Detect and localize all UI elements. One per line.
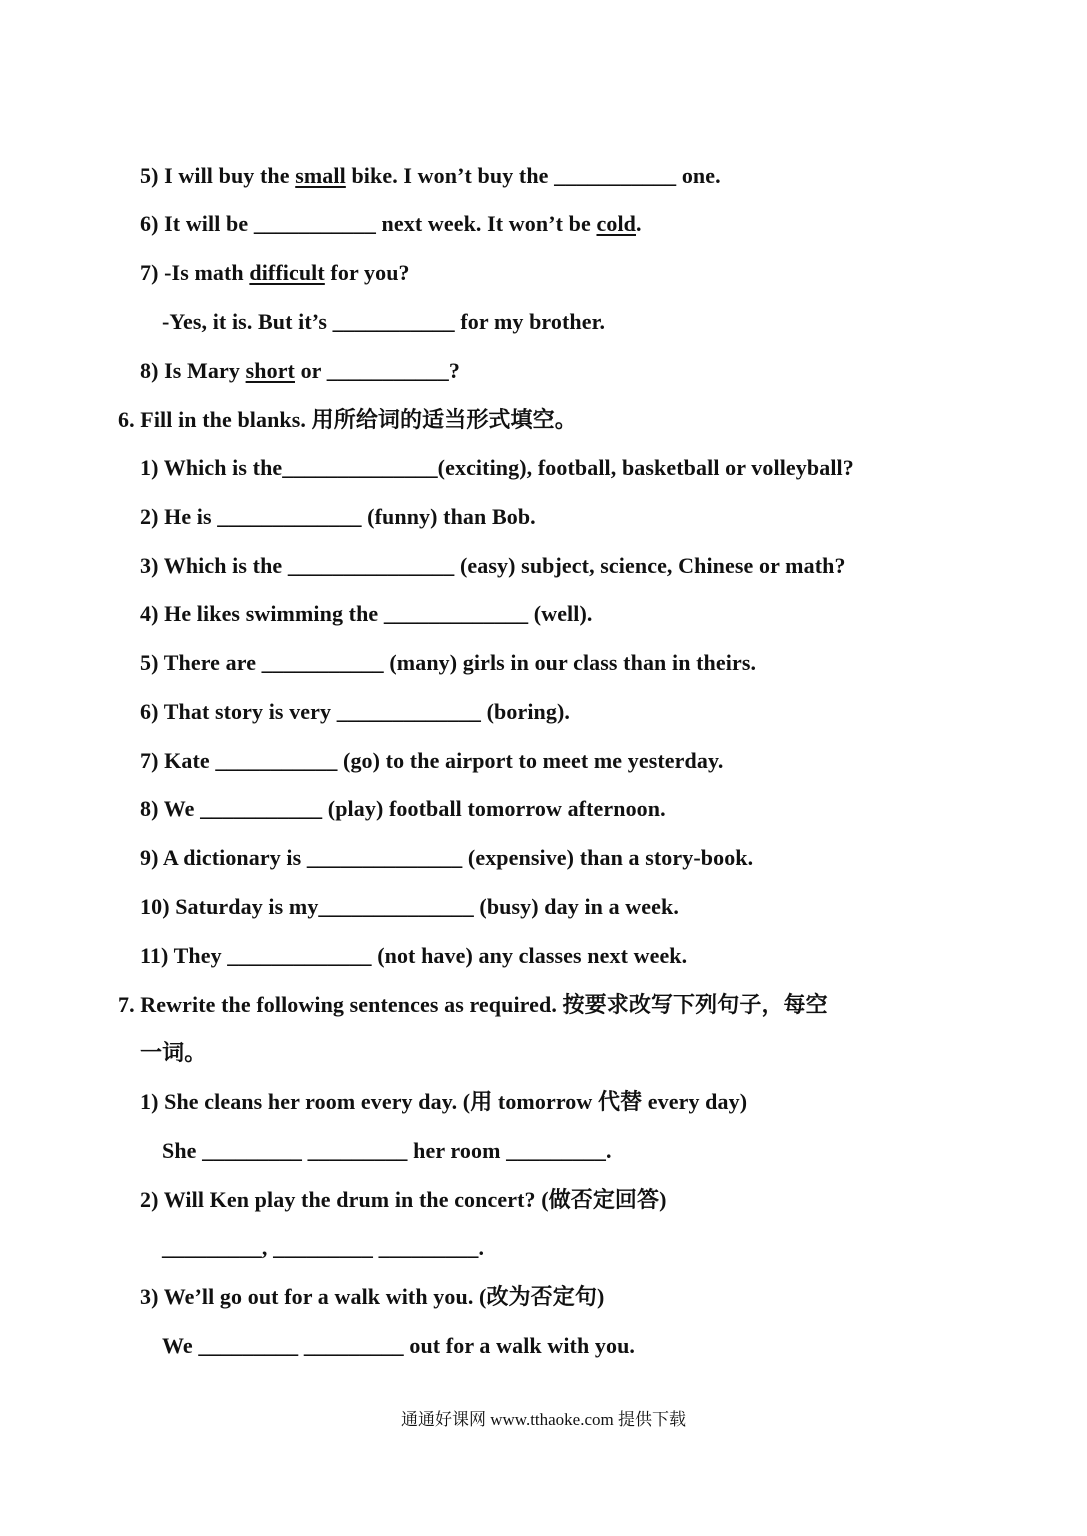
- sec7-q1-answer: She _________ _________ her room _________.: [162, 1138, 612, 1163]
- sec6-item: 9) A dictionary is ______________ (expensive) than a story-book.: [140, 845, 754, 870]
- page-footer: 通通好课网 www.tthaoke.com 提供下载: [400, 1410, 687, 1429]
- sec6-item: 1) Which is the______________(exciting), football, basketball or volleyball?: [140, 455, 854, 480]
- sec5-q8: 8) Is Mary short or ___________?: [140, 358, 460, 383]
- sec7-q3-answer: We _________ _________ out for a walk with you.: [162, 1333, 636, 1358]
- sec6-item: 8) We ___________ (play) football tomorrow afternoon.: [140, 796, 666, 821]
- sec6-heading: 6. Fill in the blanks. 用所给词的适当形式填空。: [118, 407, 577, 432]
- sec7-heading-cont: 一词。: [140, 1040, 207, 1065]
- sec5-q7-question: 7) -Is math difficult for you?: [140, 260, 410, 285]
- sec6-item: 3) Which is the _______________ (easy) subject, science, Chinese or math?: [140, 553, 846, 578]
- sec7-q3: 3) We’ll go out for a walk with you. (改为否定句): [140, 1284, 605, 1309]
- sec7-heading: 7. Rewrite the following sentences as required. 按要求改写下列句子，每空: [118, 992, 828, 1017]
- underlined-word: difficult: [249, 260, 325, 285]
- underlined-word: small: [295, 163, 346, 188]
- sec6-item: 7) Kate ___________ (go) to the airport to meet me yesterday.: [140, 748, 724, 773]
- sec6-item: 10) Saturday is my______________ (busy) day in a week.: [140, 894, 679, 919]
- sec5-q6: 6) It will be ___________ next week. It won’t be cold.: [140, 211, 642, 236]
- sec7-q2: 2) Will Ken play the drum in the concert? (做否定回答): [140, 1187, 667, 1212]
- sec6-item: 5) There are ___________ (many) girls in our class than in theirs.: [140, 650, 757, 675]
- sec5-q5: 5) I will buy the small bike. I won’t buy the ___________ one.: [140, 163, 721, 188]
- sec7-q2-answer: _________, _________ _________.: [162, 1235, 485, 1260]
- sec6-item: 6) That story is very _____________ (boring).: [140, 699, 571, 724]
- sec6-item: 11) They _____________ (not have) any classes next week.: [140, 943, 688, 968]
- sec6-item: 4) He likes swimming the _____________ (well).: [140, 601, 593, 626]
- sec7-q1: 1) She cleans her room every day. (用 tomorrow 代替 every day): [140, 1089, 748, 1114]
- underlined-word: short: [245, 358, 295, 383]
- sec5-q7-answer: -Yes, it is. But it’s ___________ for my brother.: [162, 309, 606, 334]
- underlined-word: cold: [596, 211, 636, 236]
- sec6-item: 2) He is _____________ (funny) than Bob.: [140, 504, 536, 529]
